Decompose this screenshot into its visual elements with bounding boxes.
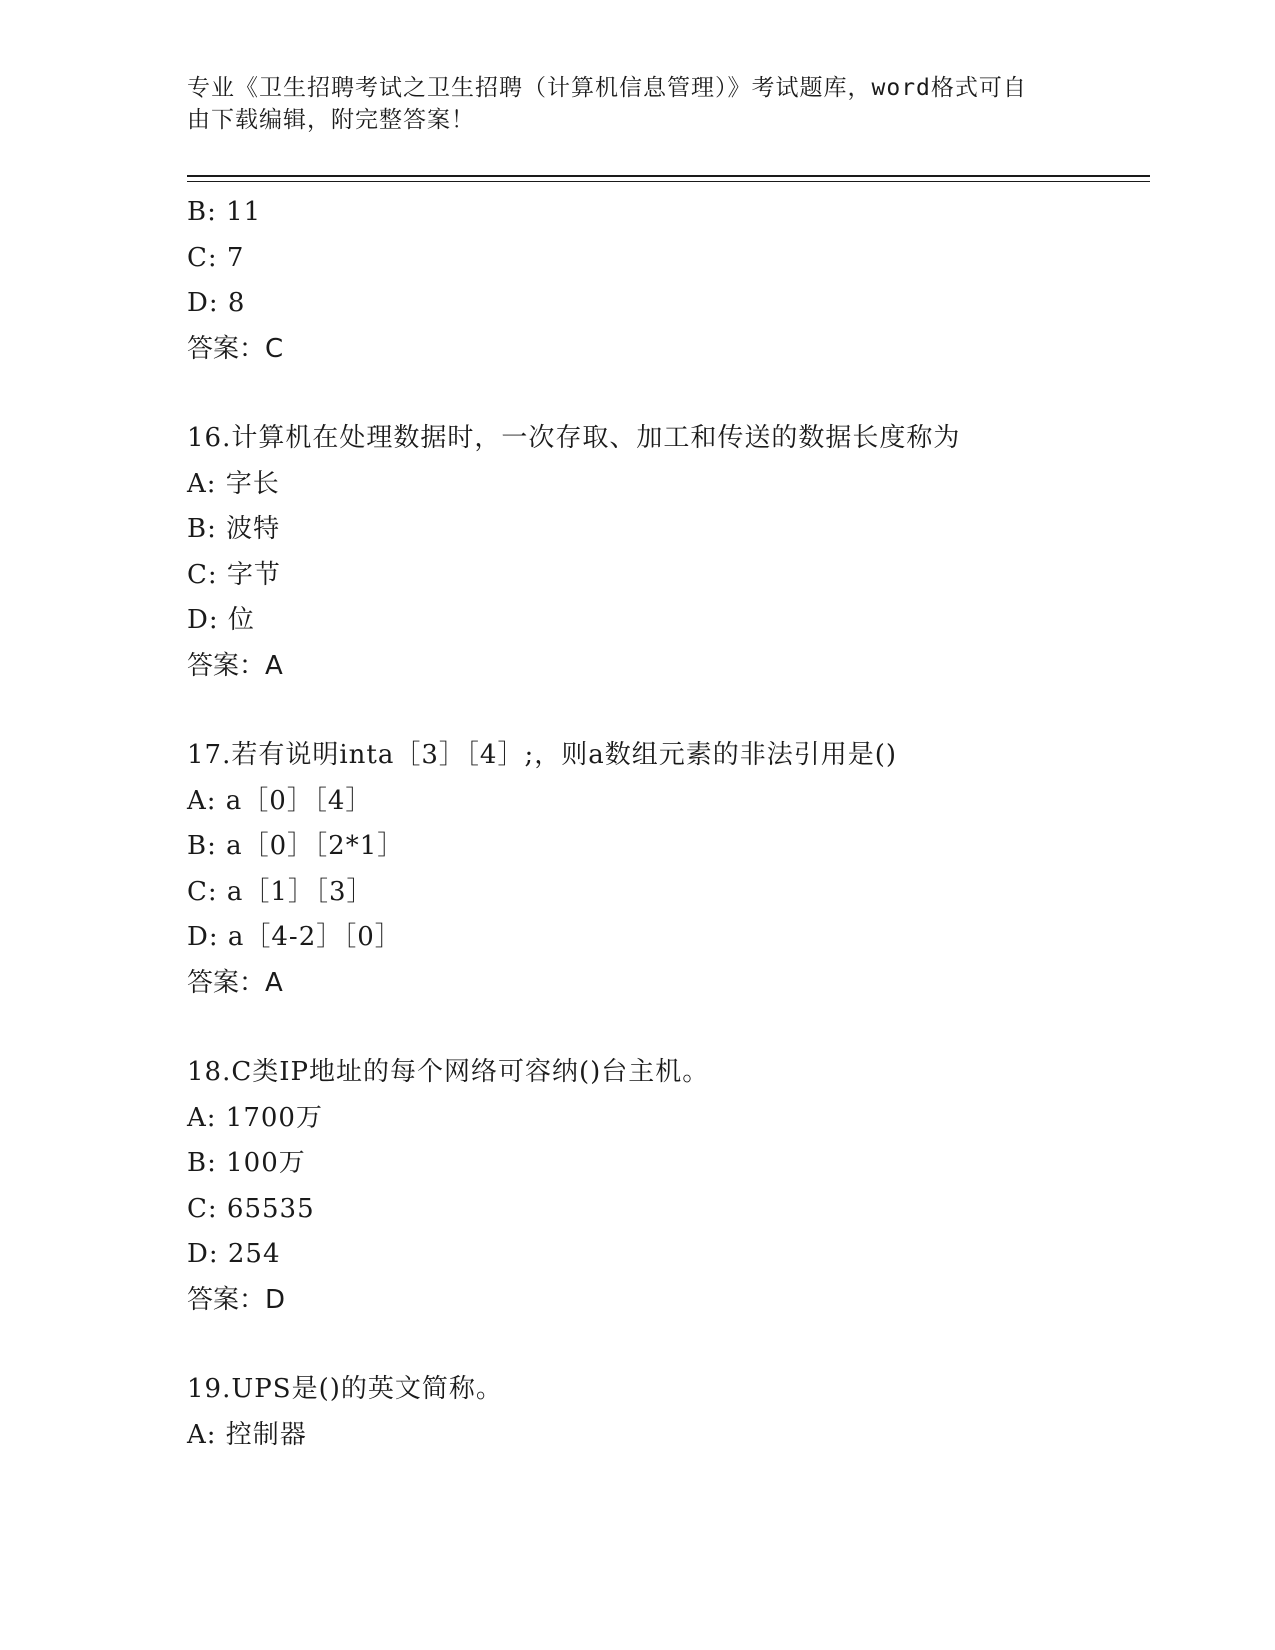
- header-line-1: 专业《卫生招聘考试之卫生招聘（计算机信息管理）》考试题库，word格式可自: [187, 75, 1027, 101]
- answer: 答案：D: [187, 1284, 286, 1315]
- option-d: D: 254: [187, 1239, 281, 1269]
- question-18: [187, 1050, 1137, 1323]
- question-15: [187, 190, 1137, 372]
- question-17: [187, 733, 1137, 1006]
- option-c: C: 字节: [187, 559, 281, 590]
- header-line-2: 由下载编辑，附完整答案！: [187, 107, 475, 133]
- question-list: [187, 190, 1137, 1458]
- option-c: C: a［1］［3］: [187, 876, 374, 907]
- question-19: [187, 1367, 1137, 1458]
- option-d: D: 8: [187, 288, 246, 318]
- option-a: A: 1700万: [187, 1102, 323, 1133]
- option-d: D: 位: [187, 605, 255, 635]
- option-b: B: 波特: [187, 514, 281, 544]
- option-c: C: 65535: [187, 1193, 315, 1224]
- question-text: 17.若有说明inta［3］［4］;，则a数组元素的非法引用是(): [187, 740, 897, 770]
- answer: 答案：C: [187, 333, 284, 364]
- option-b: B: a［0］［2*1］: [187, 831, 405, 861]
- option-b: B: 100万: [187, 1148, 306, 1178]
- option-c: C: 7: [187, 242, 245, 273]
- question-text: 18.C类IP地址的每个网络可容纳()台主机。: [187, 1057, 710, 1087]
- answer: 答案：A: [187, 650, 283, 681]
- header-divider-thin: [187, 181, 1150, 182]
- question-16: [187, 416, 1137, 689]
- header-divider-thick: [187, 175, 1150, 177]
- option-b: B: 11: [187, 197, 262, 227]
- question-text: 19.UPS是()的英文简称。: [187, 1374, 503, 1404]
- document-header: [187, 72, 1087, 136]
- option-a: A: 控制器: [187, 1419, 307, 1450]
- answer: 答案：A: [187, 967, 283, 998]
- question-text: 16.计算机在处理数据时，一次存取、加工和传送的数据长度称为: [187, 423, 961, 453]
- option-a: A: a［0］［4］: [187, 785, 373, 816]
- option-d: D: a［4-2］［0］: [187, 922, 402, 952]
- option-a: A: 字长: [187, 468, 280, 499]
